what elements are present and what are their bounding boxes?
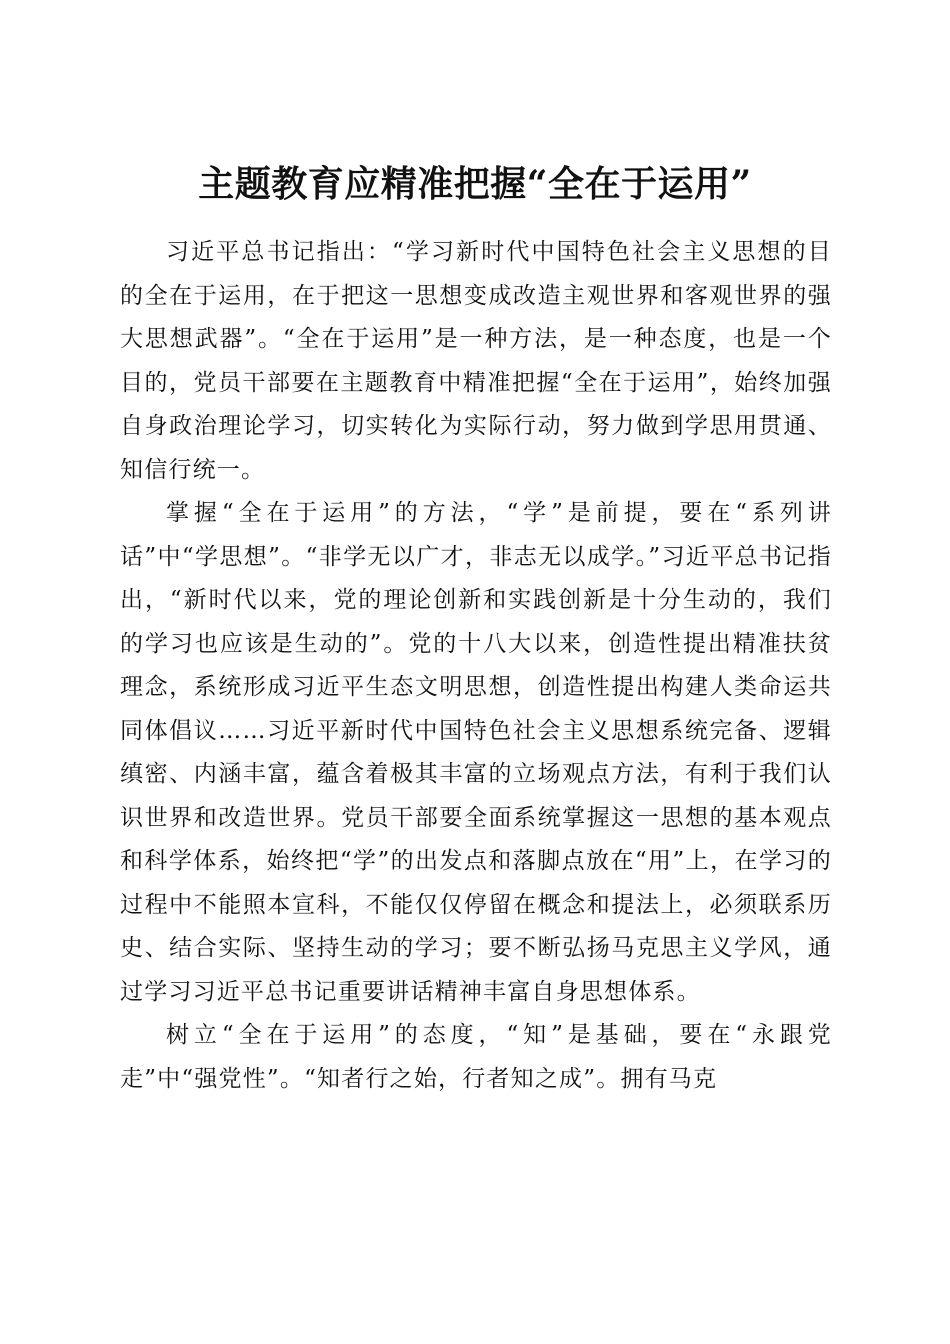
paragraph: 树立“全在于运用”的态度，“知”是基础，要在“永跟党走”中“强党性”。“知者行之始，行者知之成”。拥有马克	[120, 1022, 832, 1092]
paragraph: 掌握“全在于运用”的方法，“学”是前提，要在“系列讲话”中“学思想”。“非学无以广才，非志无以成学。”习近平总书记指出，“新时代以来，党的理论创新和实践创新是十分生动的，我们的学习也应该是生动的”。党的十八大以来，创造性提出精准扶贫理念，系统形成习近平生态文明思想，创造性提出构建人类命运共同体倡议……习近平新时代中国特色社会主义思想系统完备、逻辑缜密、内涵丰富，蕴含着极其丰富的立场观点方法，有利于我们认识世界和改造世界。党员干部要全面系统掌握这一思想的基本观点和科学体系，始终把“学”的出发点和落脚点放在“用”上，在学习的过程中不能照本宣科，不能仅仅停留在概念和提法上，必须联系历史、结合实际、坚持生动的学习；要不断弘扬马克思主义学风，通过学习习近平总书记重要讲话精神丰富自身思想体系。	[120, 500, 832, 1005]
paragraph: 习近平总书记指出：“学习新时代中国特色社会主义思想的目的全在于运用，在于把这一思想变成改造主观世界和客观世界的强大思想武器”。“全在于运用”是一种方法，是一种态度，也是一个目的，党员干部要在主题教育中精准把握“全在于运用”，始终加强自身政治理论学习，切实转化为实际行动，努力做到学思用贯通、知信行统一。	[120, 239, 832, 483]
document-title: 主题教育应精准把握“全在于运用”	[198, 163, 752, 206]
document-body	[120, 231, 832, 1101]
